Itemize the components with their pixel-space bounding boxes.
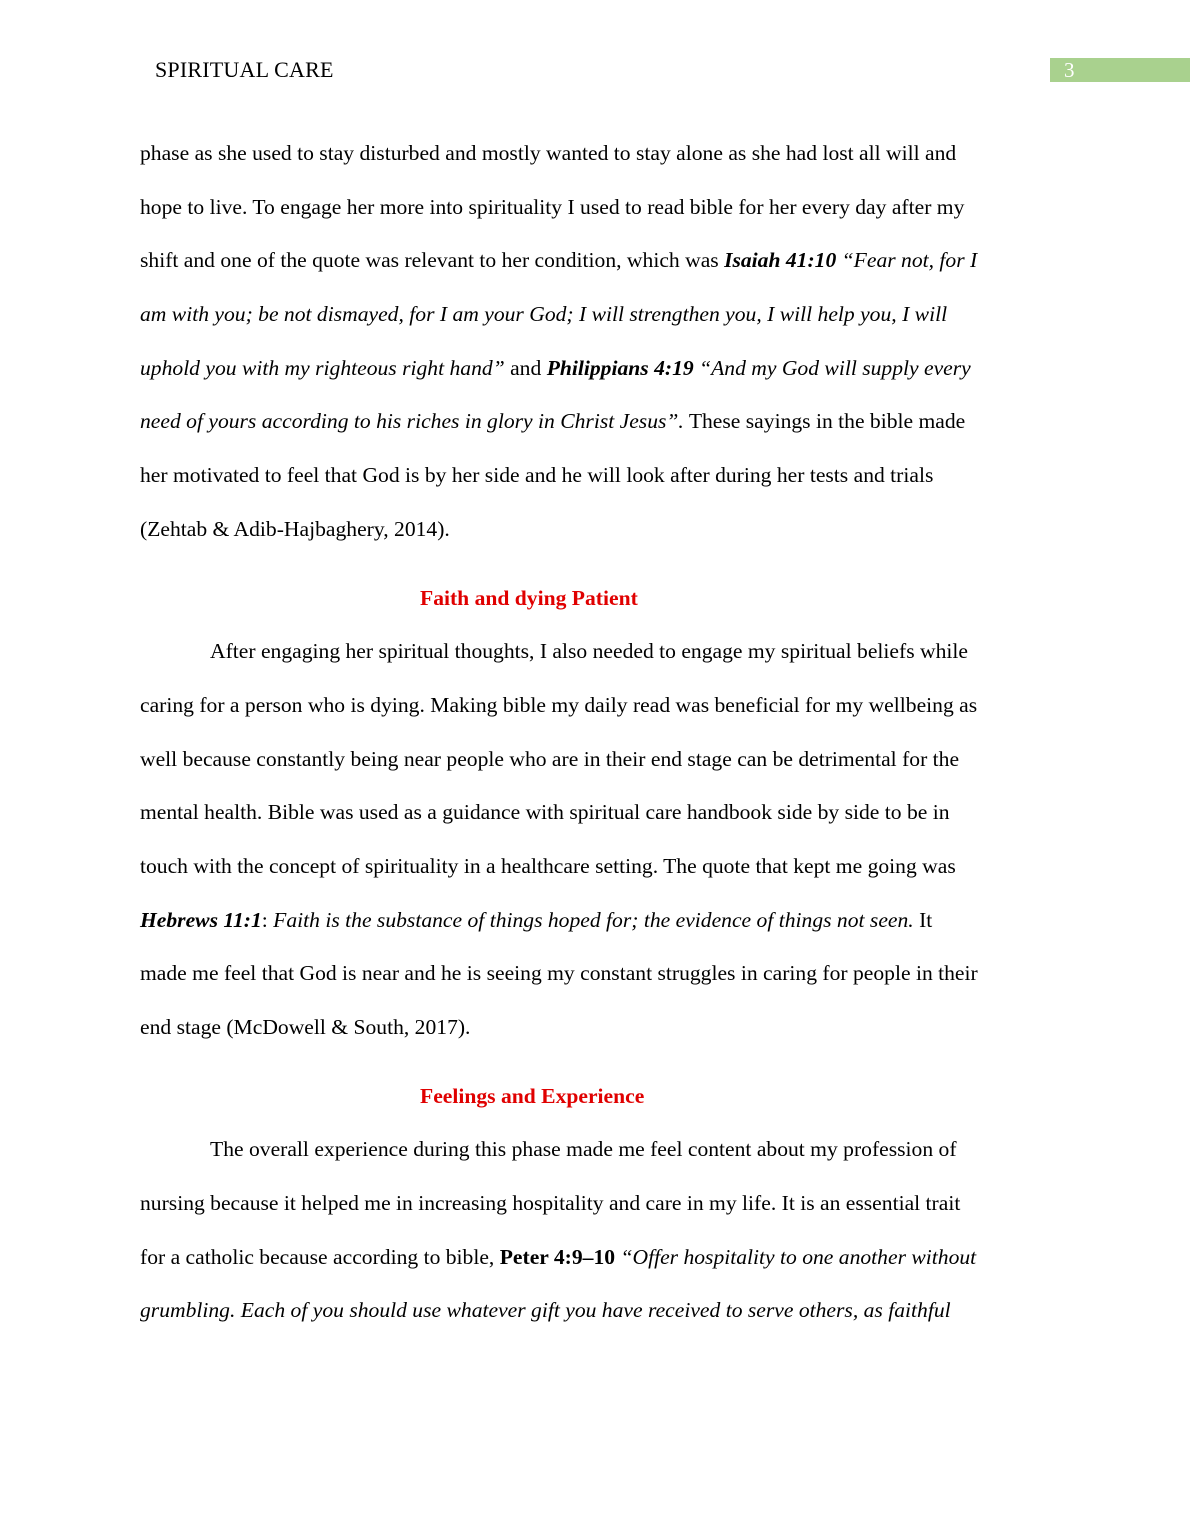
scripture-quote: need of yours according to his riches in glory in Christ Jesus”. — [140, 409, 684, 434]
scripture-quote: am with you; be not dismayed, for I am your God; I will strengthen you, I will help you, I will — [140, 302, 948, 327]
para3-line — [140, 1231, 1050, 1285]
para1-line: (Zehtab & Adib-Hajbaghery, 2014). — [140, 516, 450, 541]
text-run: and — [504, 355, 547, 380]
para2-line: mental health. Bible was used as a guidance with spiritual care handbook side by side to be in — [140, 800, 950, 825]
scripture-reference: Peter 4:9–10 — [499, 1244, 616, 1269]
para2-line — [140, 894, 1050, 948]
para2-line: well because constantly being near people who are in their end stage can be detrimental for the — [140, 746, 960, 771]
scripture-quote: Faith is the substance of things hoped for; the evidence of things not seen. — [273, 907, 914, 932]
para1-line — [140, 395, 1050, 449]
para2-line: After engaging her spiritual thoughts, I also needed to engage my spiritual beliefs while — [210, 639, 968, 664]
para1-line — [140, 288, 1050, 342]
para2-line: touch with the concept of spirituality in a healthcare setting. The quote that kept me going was — [140, 853, 956, 878]
running-head: SPIRITUAL CARE — [155, 57, 334, 82]
para1-line — [140, 342, 1050, 396]
text-run: These sayings in the bible made — [683, 409, 966, 434]
section-heading-faith: Faith and dying Patient — [420, 585, 638, 610]
text-run: It — [913, 907, 933, 932]
scripture-reference: Hebrews 11:1 — [140, 907, 262, 932]
scripture-quote: “And my God will supply every — [693, 355, 971, 380]
para1-line: hope to live. To engage her more into spirituality I used to read bible for her every day after my — [140, 194, 965, 219]
para2-line: made me feel that God is near and he is seeing my constant struggles in caring for people in their — [140, 961, 978, 986]
para2-line: caring for a person who is dying. Making bible my daily read was beneficial for my wellbeing as — [140, 692, 978, 717]
section-heading-feelings: Feelings and Experience — [420, 1083, 645, 1108]
scripture-reference: Isaiah 41:10 — [724, 248, 837, 273]
scripture-quote: uphold you with my righteous right hand” — [140, 355, 505, 380]
document-body — [140, 127, 1050, 1338]
para1-line — [140, 234, 1050, 288]
text-run: shift and one of the quote was relevant to her condition, which was — [140, 248, 725, 273]
page-number-bar — [1050, 58, 1190, 82]
para3-line: nursing because it helped me in increasing hospitality and care in my life. It is an essential trait — [140, 1191, 961, 1216]
para3-line — [140, 1284, 1050, 1338]
page-number: 3 — [1064, 58, 1075, 82]
scripture-quote: “Fear not, for I — [836, 248, 978, 273]
para2-line: end stage (McDowell & South, 2017). — [140, 1015, 471, 1039]
para1-line: phase as she used to stay disturbed and mostly wanted to stay alone as she had lost all will and — [140, 141, 957, 165]
scripture-reference: Philippians 4:19 — [546, 355, 694, 380]
text-run: : — [261, 907, 274, 932]
scripture-quote: “Offer hospitality to one another without — [615, 1244, 977, 1269]
para1-line: her motivated to feel that God is by her side and he will look after during her tests and trials — [140, 463, 934, 488]
scripture-quote: grumbling. Each of you should use whatever gift you have received to serve others, as faithful — [140, 1298, 951, 1323]
para3-line: The overall experience during this phase made me feel content about my profession of — [210, 1137, 957, 1162]
text-run: for a catholic because according to bible, — [140, 1244, 500, 1269]
